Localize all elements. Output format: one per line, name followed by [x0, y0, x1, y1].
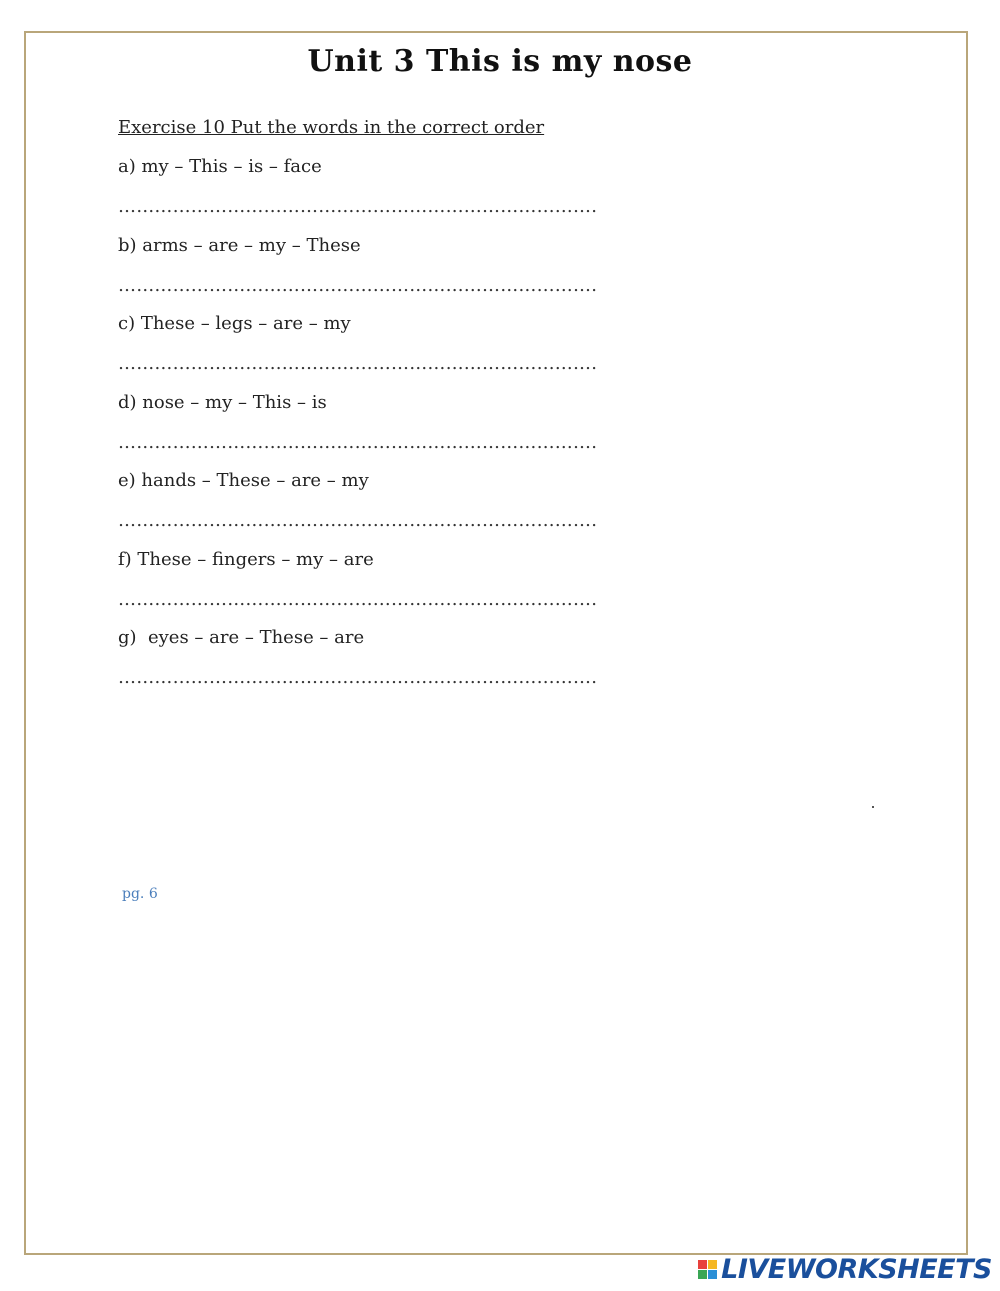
item-prompt: f) These – fingers – my – are [118, 548, 374, 570]
page-title: Unit 3 This is my nose [307, 44, 693, 79]
liveworksheets-logo-icon [698, 1260, 717, 1279]
item-prompt: g) eyes – are – These – are [118, 627, 365, 648]
exercise-item [118, 627, 638, 706]
page-number: pg. 6 [122, 886, 158, 902]
answer-field[interactable]: ……………………………………………………………………. [118, 431, 598, 453]
item-prompt: e) hands – These – are – my [118, 470, 369, 491]
liveworksheets-logo[interactable] [698, 1254, 992, 1285]
answer-field[interactable]: ……………………………………………………………………. [118, 667, 598, 688]
exercise-item [118, 392, 638, 471]
answer-field[interactable]: ……………………………………………………………………. [118, 274, 598, 296]
exercise-list [118, 156, 638, 706]
exercise-item [118, 549, 638, 628]
item-prompt: d) nose – my – This – is [118, 391, 327, 413]
answer-field[interactable]: ……………………………………………………………………. [118, 353, 598, 374]
exercise-item [118, 235, 638, 314]
logo-text: LIVEWORKSHEETS [721, 1254, 992, 1285]
item-prompt: b) arms – are – my – These [118, 234, 361, 256]
answer-field[interactable]: ……………………………………………………………………. [118, 196, 598, 217]
stray-dot [872, 806, 874, 808]
exercise-instruction: Exercise 10 Put the words in the correct order [118, 117, 545, 138]
exercise-item [118, 470, 638, 549]
answer-field[interactable]: ……………………………………………………………………. [118, 588, 598, 610]
item-prompt: c) These – legs – are – my [118, 313, 351, 334]
item-prompt: a) my – This – is – face [118, 156, 322, 177]
answer-field[interactable]: ……………………………………………………………………. [118, 510, 598, 531]
exercise-item [118, 156, 638, 235]
exercise-item [118, 313, 638, 392]
